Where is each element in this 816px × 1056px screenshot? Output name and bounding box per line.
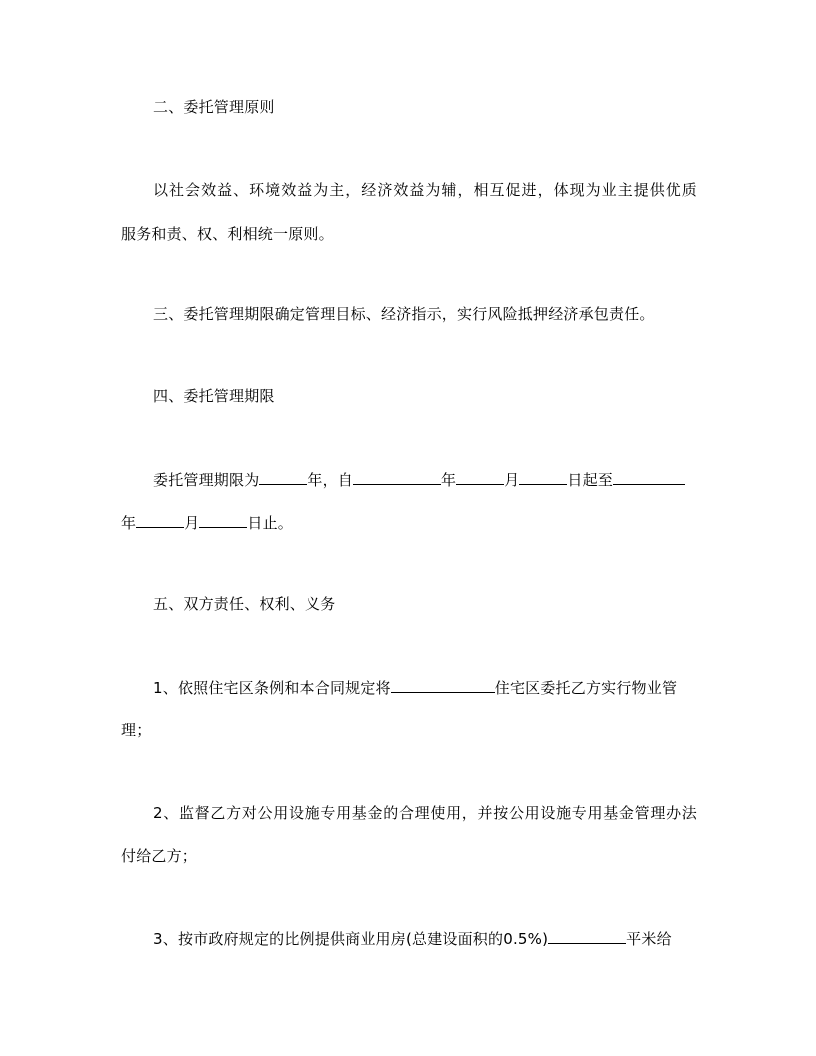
item-1-prefix: 1、依照住宅区条例和本合同规定将 [153,679,391,697]
paragraph-term-line-2 [121,512,697,532]
term-text-2: 年，自 [307,471,354,489]
section-heading-targets: 三、委托管理期限确定管理目标、经济指示，实行风险抵押经济承包责任。 [153,305,655,323]
blank-square-meters[interactable] [548,928,626,944]
blank-end-day[interactable] [199,512,247,528]
section-heading-term: 四、委托管理期限 [153,387,275,405]
blank-start-month[interactable] [456,469,504,485]
blank-end-year[interactable] [613,469,685,485]
item-1-suffix: 住宅区委托乙方实行物业管 [494,679,678,697]
item-1-line-2: 理； [121,721,152,739]
paragraph-term-line-1 [121,469,697,489]
section-heading-responsibilities: 五、双方责任、权利、义务 [153,595,336,613]
term-text-7: 月 [184,514,200,532]
term-text-8: 日止。 [247,514,294,532]
section-heading-principles: 二、委托管理原则 [153,98,275,116]
term-text-4: 月 [504,471,520,489]
term-text-5: 日起至 [567,471,614,489]
item-1-line-1 [121,677,697,697]
item-2-line-1: 2、监督乙方对公用设施专用基金的合理使用，并按公用设施专用基金管理办法 [153,804,697,822]
item-3-line-1 [121,928,697,948]
blank-end-month[interactable] [136,512,184,528]
blank-years[interactable] [259,469,307,485]
blank-start-year[interactable] [353,469,441,485]
term-text-6: 年 [121,514,137,532]
paragraph-principles-line-2: 服务和责、权、利相统一原则。 [121,225,334,243]
item-3-prefix: 3、按市政府规定的比例提供商业用房(总建设面积的0.5%) [153,930,549,948]
term-text-3: 年 [441,471,457,489]
item-3-suffix: 平米给 [626,930,672,948]
blank-residential-area[interactable] [391,677,495,693]
term-text-1: 委托管理期限为 [153,471,260,489]
paragraph-principles-line-1: 以社会效益、环境效益为主，经济效益为辅，相互促进，体现为业主提供优质 [153,181,697,199]
blank-start-day[interactable] [519,469,567,485]
item-2-line-2: 付给乙方； [121,847,198,865]
